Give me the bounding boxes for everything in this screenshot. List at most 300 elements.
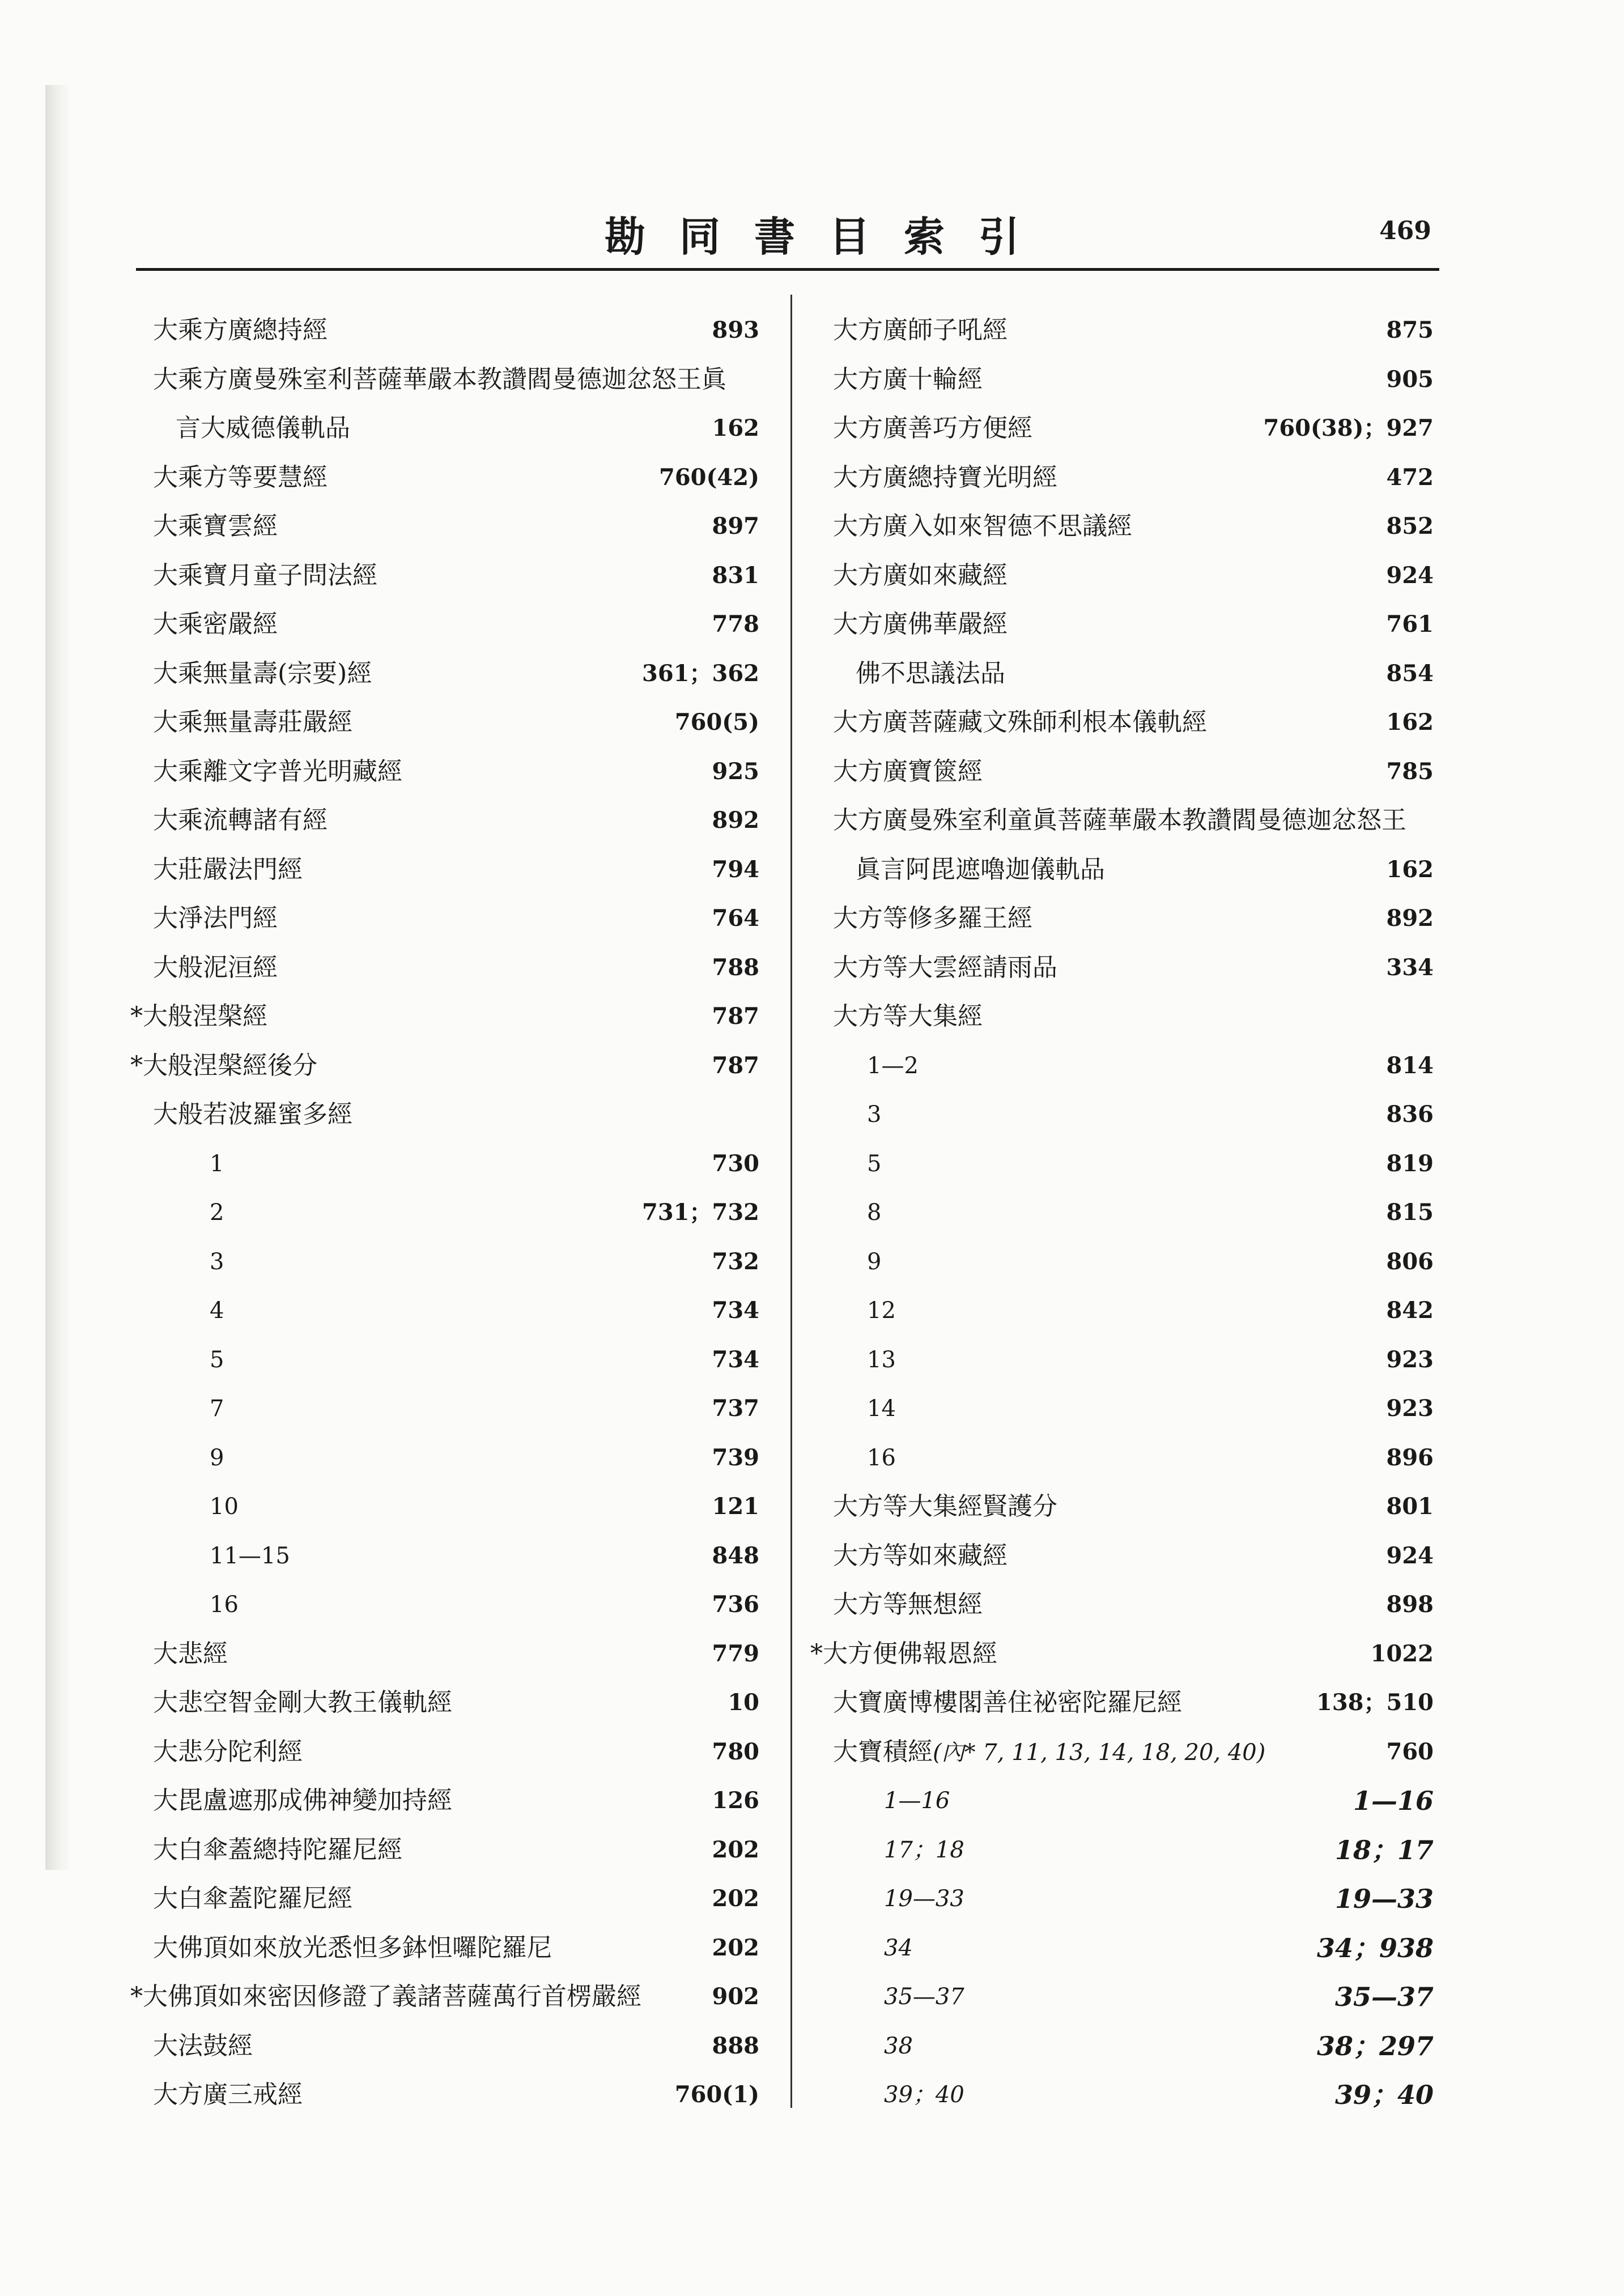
entry-page-ref: 760(5) [674, 709, 759, 735]
index-entry [810, 1972, 1434, 2022]
entry-title [867, 1238, 881, 1287]
entry-title [833, 894, 1032, 943]
index-entry [130, 698, 759, 747]
entry-title-text: 大方廣師子吼經 [833, 316, 1007, 345]
entry-page-ref: 764 [712, 905, 759, 932]
entry-title-text: 大乘密嚴經 [153, 610, 278, 639]
entry-title-text: 38 [884, 2033, 913, 2059]
entry-title-text: 大悲分陀利經 [153, 1737, 303, 1766]
entry-page-ref: 905 [1386, 365, 1434, 393]
entry-page-ref: 897 [712, 513, 759, 539]
entry-title [153, 453, 328, 503]
entry-title-text: *大佛頂如來密因修證了義諸菩薩萬行首楞嚴經 [130, 1982, 641, 2011]
entry-title [130, 992, 267, 1041]
entry-title-text: 35—37 [884, 1984, 964, 2010]
entry-title [210, 1532, 290, 1581]
entry-title-text: 大乘寶月童子問法經 [153, 560, 377, 590]
entry-page-ref: 819 [1386, 1150, 1434, 1177]
entry-title-text: 7 [210, 1396, 224, 1422]
entry-page-ref: 734 [712, 1346, 759, 1373]
index-entry [810, 1140, 1434, 1189]
entry-title [210, 1482, 239, 1532]
entry-page-ref: 787 [712, 1052, 759, 1079]
index-entry [130, 1041, 759, 1091]
entry-title-text: 大白傘蓋總持陀羅尼經 [153, 1835, 402, 1864]
index-entry [130, 1434, 759, 1483]
entry-title [833, 306, 1007, 355]
entry-title [867, 1041, 919, 1091]
entry-page-ref: 779 [712, 1640, 759, 1667]
entry-page-ref: 202 [712, 1934, 759, 1961]
entry-page-ref: 924 [1386, 1542, 1434, 1569]
entry-title-text: 大般若波羅蜜多經 [153, 1100, 352, 1129]
index-entry [810, 1041, 1434, 1091]
entry-title-text: 1—2 [867, 1052, 919, 1079]
entry-title-text: 大方等大雲經請雨品 [833, 953, 1057, 982]
entry-title [210, 1434, 224, 1483]
entry-title [153, 698, 352, 747]
entry-title [833, 502, 1132, 551]
entry-title-text: 8 [867, 1200, 882, 1226]
index-entry [130, 992, 759, 1041]
entry-title [210, 1286, 224, 1336]
entry-title [130, 1972, 641, 2022]
entry-title-text: 大方等無想經 [833, 1590, 983, 1619]
entry-title-text: 2 [210, 1200, 224, 1226]
index-entry [130, 1678, 759, 1728]
entry-page-ref: 34；938 [1316, 1932, 1434, 1963]
entry-title [153, 1874, 352, 1924]
entry-title [153, 845, 303, 895]
entry-title [833, 698, 1207, 747]
entry-page-ref: 760(1) [674, 2081, 759, 2108]
index-entry [810, 698, 1434, 747]
entry-title [867, 1384, 896, 1434]
index-entry [810, 404, 1434, 453]
entry-title [176, 404, 350, 453]
index-entry [810, 845, 1434, 895]
entry-title-text: 12 [867, 1298, 896, 1324]
index-entry [130, 306, 759, 355]
entry-title [856, 649, 1005, 699]
index-entry [810, 1336, 1434, 1385]
scan-shadow [45, 85, 71, 1870]
index-entry [130, 551, 759, 601]
entry-title [153, 1630, 228, 1679]
entry-title-text: 34 [884, 1934, 913, 1961]
entry-title-text: 大方等修多羅王經 [833, 904, 1032, 933]
entry-title [153, 747, 402, 797]
entry-page-ref: 736 [712, 1591, 759, 1618]
index-entry [810, 453, 1434, 503]
entry-page-ref: 902 [712, 1983, 759, 2010]
index-entry [810, 306, 1434, 355]
entry-page-ref: 831 [712, 562, 759, 589]
entry-title [867, 1140, 881, 1189]
entry-title-text: 1—16 [884, 1788, 950, 1814]
entry-page-ref: 35—37 [1334, 1982, 1434, 2012]
index-entry [130, 1384, 759, 1434]
entry-title [833, 747, 983, 797]
entry-title [884, 2070, 964, 2120]
entry-page-ref: 162 [1386, 709, 1434, 735]
entry-title-text: 9 [867, 1248, 882, 1275]
entry-title-text: 16 [210, 1592, 239, 1618]
header-rule [136, 268, 1439, 271]
index-entry [130, 2022, 759, 2071]
index-entry [130, 1874, 759, 1924]
entry-page-ref: 10 [728, 1689, 759, 1716]
right-column [810, 306, 1434, 2120]
index-entry [130, 1336, 759, 1385]
entry-title-text: *大般涅槃經 [130, 1002, 267, 1031]
entry-title [833, 600, 1007, 649]
entry-title [810, 1630, 997, 1679]
index-entry [810, 1238, 1434, 1287]
entry-page-ref: 892 [712, 807, 759, 834]
entry-title [153, 502, 278, 551]
entry-title [867, 1090, 881, 1140]
entry-page-ref: 739 [712, 1444, 759, 1471]
entry-title-text: 大乘無量壽(宗要)經 [153, 658, 372, 688]
page-number: 469 [1379, 216, 1431, 245]
entry-title-text: 39；40 [884, 2082, 964, 2108]
entry-title-text: 大白傘蓋陀羅尼經 [153, 1884, 352, 1913]
entry-title-text: 3 [867, 1102, 882, 1128]
index-entry [130, 1728, 759, 1777]
index-entry [130, 796, 759, 845]
entry-page-ref: 761 [1386, 611, 1434, 637]
index-entry [810, 1776, 1434, 1826]
index-entry [130, 1972, 759, 2022]
index-entry [810, 355, 1434, 405]
entry-page-ref: 787 [712, 1003, 759, 1030]
entry-title [153, 796, 328, 845]
entry-title [833, 355, 983, 405]
entry-title-text: *大方便佛報恩經 [810, 1639, 997, 1668]
entry-title-text: 大方廣佛華嚴經 [833, 610, 1007, 639]
index-entry [810, 1874, 1434, 1924]
entry-page-ref: 778 [712, 611, 759, 637]
entry-page-ref: 923 [1386, 1346, 1434, 1373]
entry-title [210, 1188, 224, 1238]
column-divider [790, 295, 792, 2108]
entry-page-ref: 361；362 [642, 660, 759, 687]
index-entry [130, 845, 759, 895]
left-column [130, 306, 759, 2120]
entry-page-ref: 898 [1386, 1591, 1434, 1618]
entry-title-text: 大乘方廣曼殊室利菩薩華嚴本教讚閻曼德迦忿怒王眞 [153, 364, 726, 394]
entry-title-text: 3 [210, 1248, 224, 1275]
entry-title [833, 1678, 1182, 1728]
entry-page-ref: 1022 [1370, 1640, 1434, 1667]
entry-page-ref: 731；732 [642, 1199, 759, 1226]
index-entry [130, 1532, 759, 1581]
entry-title-text: 5 [867, 1150, 882, 1177]
entry-page-ref: 734 [712, 1297, 759, 1324]
entry-title [153, 1678, 452, 1728]
entry-title-text: 大法鼓經 [153, 2031, 253, 2060]
entry-title-text: 16 [867, 1444, 896, 1471]
entry-page-ref: 854 [1386, 660, 1434, 687]
entry-title-text: 4 [210, 1298, 224, 1324]
index-entry [810, 502, 1434, 551]
index-entry [130, 1924, 759, 1973]
index-entry [810, 1678, 1434, 1728]
index-entry [130, 1286, 759, 1336]
entry-page-ref: 202 [712, 1885, 759, 1912]
entry-title-text: 10 [210, 1494, 239, 1520]
entry-page-ref: 760 [1386, 1738, 1434, 1765]
entry-title [884, 2022, 913, 2071]
entry-title-text: 大方廣入如來智德不思議經 [833, 512, 1132, 541]
entry-page-ref: 760(42) [658, 464, 759, 491]
index-entry [130, 1826, 759, 1875]
index-entry [810, 894, 1434, 943]
entry-title-text: 13 [867, 1346, 896, 1373]
entry-title-text: 大方廣如來藏經 [833, 560, 1007, 590]
entry-page-ref: 38；297 [1316, 2030, 1434, 2061]
index-entry [130, 1140, 759, 1189]
entry-title [153, 1924, 552, 1973]
index-entry [130, 1580, 759, 1630]
entry-title-text: 大乘方等要慧經 [153, 462, 328, 492]
index-entry [810, 1532, 1434, 1581]
entry-page-ref: 18；17 [1334, 1834, 1434, 1865]
entry-page-ref: 737 [712, 1395, 759, 1422]
entry-title [884, 1924, 913, 1973]
entry-title [867, 1286, 896, 1336]
entry-title [833, 992, 983, 1041]
entry-page-ref: 892 [1386, 905, 1434, 932]
entry-title [884, 1776, 950, 1826]
entry-title [833, 796, 1406, 845]
entry-title [833, 453, 1057, 503]
entry-title [867, 1434, 896, 1483]
entry-title [210, 1140, 224, 1189]
entry-title [153, 943, 278, 993]
entry-title [153, 1776, 452, 1826]
index-entry [810, 649, 1434, 699]
entry-title-text: 大悲經 [153, 1639, 228, 1668]
entry-title [153, 306, 328, 355]
entry-title-text: *大般涅槃經後分 [130, 1051, 317, 1080]
entry-title-text: 1 [210, 1150, 224, 1177]
index-entry [130, 1630, 759, 1679]
entry-page-ref: 202 [712, 1836, 759, 1863]
entry-title [153, 1090, 352, 1140]
entry-title-text: 大方廣善巧方便經 [833, 414, 1032, 443]
index-entry [810, 2022, 1434, 2071]
entry-title-text: 大乘無量壽莊嚴經 [153, 708, 352, 737]
entry-title-text: 大方廣三戒經 [153, 2080, 303, 2109]
index-entry [130, 1188, 759, 1238]
entry-page-ref: 19—33 [1334, 1883, 1434, 1914]
entry-title-text: 大乘寶雲經 [153, 512, 278, 541]
index-entry [130, 1776, 759, 1826]
entry-page-ref: 815 [1386, 1199, 1434, 1226]
index-entry [810, 992, 1434, 1041]
index-entry [810, 1630, 1434, 1679]
entry-page-ref: 126 [712, 1787, 759, 1814]
entry-title-text: 大方廣總持寶光明經 [833, 462, 1057, 492]
entry-title-text: 大乘離文字普光明藏經 [153, 756, 402, 786]
entry-title-text: 大寶積經 [833, 1737, 933, 1766]
entry-page-ref: 924 [1386, 562, 1434, 589]
entry-note: (內* 7, 11, 13, 14, 18, 20, 40) [933, 1739, 1266, 1766]
entry-page-ref: 334 [1386, 954, 1434, 981]
entry-title-text: 9 [210, 1444, 224, 1471]
entry-page-ref: 794 [712, 856, 759, 883]
entry-title-text: 大方等大集經賢護分 [833, 1492, 1057, 1521]
index-entry [130, 404, 759, 453]
entry-title-text: 大方廣十輪經 [833, 364, 983, 394]
entry-page-ref: 162 [712, 415, 759, 441]
entry-title [884, 1826, 964, 1875]
entry-title [856, 845, 1105, 895]
entry-title-text: 大方等如來藏經 [833, 1541, 1007, 1570]
entry-page-ref: 806 [1386, 1248, 1434, 1275]
entry-page-ref: 896 [1386, 1444, 1434, 1471]
index-entry [810, 1728, 1434, 1777]
entry-title [210, 1384, 224, 1434]
index-entry [810, 1924, 1434, 1973]
entry-title-text: 大悲空智金剛大教王儀軌經 [153, 1688, 452, 1717]
entry-page-ref: 138；510 [1316, 1689, 1434, 1716]
entry-title-text: 大方廣曼殊室利童眞菩薩華嚴本教讚閻曼德迦忿怒王 [833, 806, 1406, 835]
entry-page-ref: 925 [712, 758, 759, 785]
entry-page-ref: 780 [712, 1738, 759, 1765]
entry-title [210, 1580, 239, 1630]
entry-title [153, 649, 372, 699]
entry-page-ref: 836 [1386, 1101, 1434, 1128]
index-entry [810, 1384, 1434, 1434]
index-entry [810, 600, 1434, 649]
index-entry [130, 2070, 759, 2120]
entry-title [153, 355, 726, 405]
entry-title [153, 1728, 303, 1777]
index-entry [810, 1188, 1434, 1238]
entry-title [867, 1336, 896, 1385]
index-entry [810, 796, 1434, 845]
entry-title [153, 1826, 402, 1875]
entry-title [153, 551, 377, 601]
entry-title-text: 大佛頂如來放光悉怛多鉢怛囉陀羅尼 [153, 1933, 552, 1962]
entry-title-text: 言大威德儀軌品 [176, 414, 350, 443]
entry-title-text: 大方廣菩薩藏文殊師利根本儀軌經 [833, 708, 1207, 737]
index-entry [130, 1090, 759, 1140]
entry-page-ref: 801 [1386, 1493, 1434, 1520]
index-entry [130, 894, 759, 943]
entry-page-ref: 785 [1386, 758, 1434, 785]
entry-title-text: 17；18 [884, 1836, 964, 1863]
entry-title [884, 1972, 964, 2022]
entry-page-ref: 732 [712, 1248, 759, 1275]
entry-page-ref: 893 [712, 317, 759, 343]
entry-page-ref: 788 [712, 954, 759, 981]
entry-title-text: 19—33 [884, 1886, 964, 1912]
entry-title-text: 大寶廣博樓閣善住祕密陀羅尼經 [833, 1688, 1182, 1717]
entry-title-text: 14 [867, 1396, 896, 1422]
entry-title [833, 1532, 1007, 1581]
entry-title [833, 404, 1032, 453]
entry-title-text: 大般泥洹經 [153, 953, 278, 982]
entry-page-ref: 848 [712, 1542, 759, 1569]
entry-page-ref: 814 [1386, 1052, 1434, 1079]
index-entry [130, 943, 759, 993]
index-entry [810, 747, 1434, 797]
index-entry [130, 1238, 759, 1287]
index-entry [810, 1482, 1434, 1532]
entry-title [884, 1874, 964, 1924]
page-title: 勘同書目索引 [604, 212, 1053, 261]
entry-title [153, 894, 278, 943]
entry-page-ref: 39；40 [1334, 2080, 1434, 2110]
entry-page-ref: 923 [1386, 1395, 1434, 1422]
entry-title-text: 大方等大集經 [833, 1002, 983, 1031]
index-entry [810, 1434, 1434, 1483]
index-entry [810, 1580, 1434, 1630]
entry-title-text: 大莊嚴法門經 [153, 854, 303, 884]
entry-title-text: 大毘盧遮那成佛神變加持經 [153, 1786, 452, 1815]
index-entry [130, 502, 759, 551]
entry-title [153, 600, 278, 649]
entry-title [130, 1041, 317, 1091]
entry-title-text: 大方廣寶篋經 [833, 756, 983, 786]
entry-title [210, 1336, 224, 1385]
index-entry [810, 551, 1434, 601]
entry-page-ref: 472 [1386, 464, 1434, 491]
entry-page-ref: 760(38)；927 [1263, 415, 1434, 441]
entry-title [153, 2070, 303, 2120]
entry-page-ref: 1—16 [1353, 1785, 1434, 1816]
index-entry [810, 943, 1434, 993]
index-entry [130, 600, 759, 649]
entry-page-ref: 162 [1386, 856, 1434, 883]
index-entry [810, 1826, 1434, 1875]
index-entry [810, 2070, 1434, 2120]
index-entry [130, 649, 759, 699]
entry-title [833, 1728, 1265, 1778]
entry-title [833, 551, 1007, 601]
entry-title [833, 1580, 983, 1630]
entry-title-text: 5 [210, 1346, 224, 1373]
entry-title [867, 1188, 881, 1238]
entry-page-ref: 888 [712, 2032, 759, 2059]
entry-title-text: 眞言阿毘遮嚕迦儀軌品 [856, 854, 1105, 884]
entry-title-text: 大乘方廣總持經 [153, 316, 328, 345]
entry-title-text: 大淨法門經 [153, 904, 278, 933]
index-entry [130, 453, 759, 503]
index-entry [130, 747, 759, 797]
entry-title [833, 1482, 1057, 1532]
index-entry [810, 1090, 1434, 1140]
index-entry [130, 355, 759, 405]
index-entry [130, 1482, 759, 1532]
entry-title-text: 大乘流轉諸有經 [153, 806, 328, 835]
index-entry [810, 1286, 1434, 1336]
entry-title-text: 佛不思議法品 [856, 658, 1005, 688]
entry-title [153, 2022, 253, 2071]
entry-page-ref: 852 [1386, 513, 1434, 539]
entry-title-text: 11—15 [210, 1542, 290, 1569]
entry-title [833, 943, 1057, 993]
entry-page-ref: 842 [1386, 1297, 1434, 1324]
entry-page-ref: 121 [712, 1493, 759, 1520]
entry-title [210, 1238, 224, 1287]
entry-page-ref: 875 [1386, 317, 1434, 343]
entry-page-ref: 730 [712, 1150, 759, 1177]
